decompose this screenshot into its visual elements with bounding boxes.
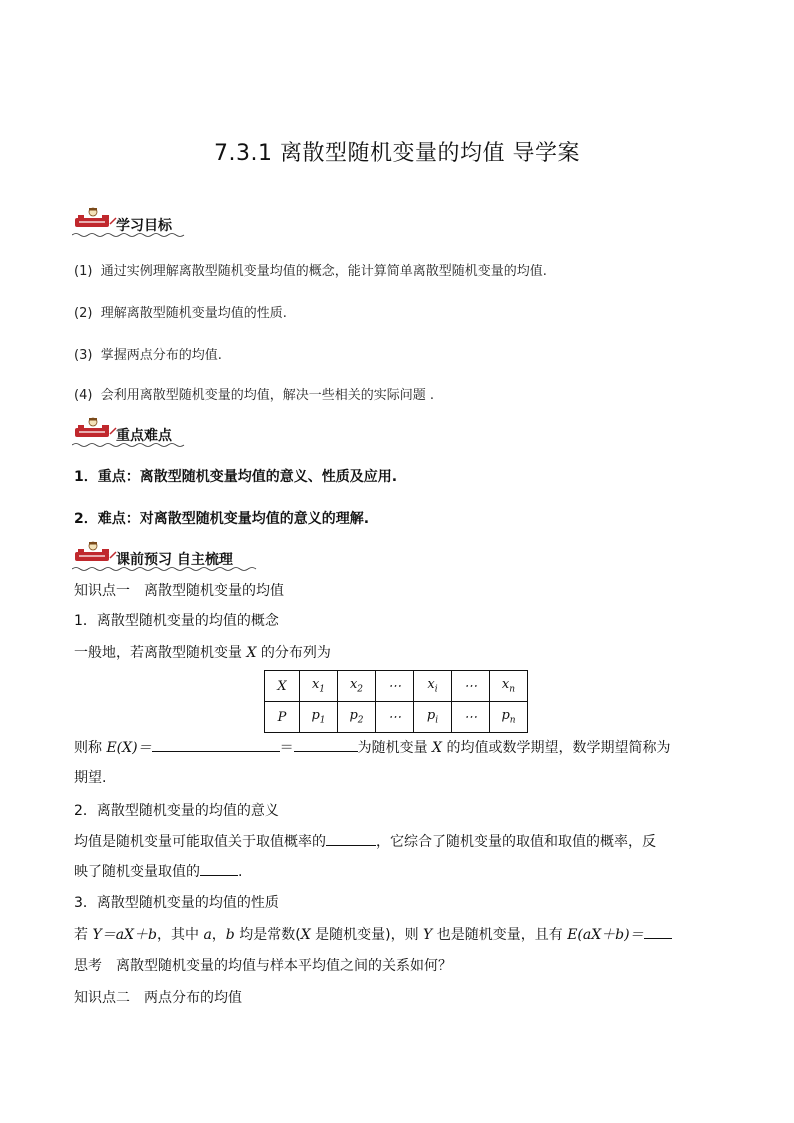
knowledge-heading-2: 知识点二 两点分布的均值 — [74, 990, 242, 1006]
fill-blank[interactable] — [200, 861, 238, 876]
goal-item: (1) 通过实例理解离散型随机变量均值的概念，能计算简单离散型随机变量的均值. — [74, 264, 547, 279]
table-cell: $x_2$ — [338, 671, 376, 702]
subheading-properties: 3．离散型随机变量的均值的性质 — [74, 895, 279, 911]
underline-wave-icon — [72, 442, 190, 448]
subheading-concept: 1．离散型随机变量的均值的概念 — [74, 613, 279, 629]
table-cell: ⋯ — [452, 671, 490, 702]
page-title: 7.3.1 离散型随机变量的均值 导学案 — [214, 141, 580, 166]
table-cell: ⋯ — [376, 671, 414, 702]
table-row — [265, 671, 528, 702]
think-question: 思考 离散型随机变量的均值与样本平均值之间的关系如何？ — [74, 958, 452, 974]
expectation-definition: 则称 E(X)＝ ＝ 为随机变量 X 的均值或数学期望，数学期望简称为 — [74, 737, 670, 757]
fill-blank[interactable] — [152, 737, 280, 752]
underline-wave-icon — [72, 566, 262, 572]
fill-blank[interactable] — [326, 831, 376, 846]
subheading-meaning: 2．离散型随机变量的均值的意义 — [74, 803, 279, 819]
table-cell: $p_i$ — [414, 702, 452, 733]
distribution-table — [264, 670, 528, 733]
section-heading: 重点难点 — [116, 428, 172, 444]
section-heading: 学习目标 — [116, 218, 172, 234]
distribution-intro: 一般地，若离散型随机变量 X 的分布列为 — [74, 645, 331, 661]
fill-blank[interactable] — [644, 924, 672, 939]
table-cell: ⋯ — [452, 702, 490, 733]
knowledge-heading-1: 知识点一 离散型随机变量的均值 — [74, 583, 284, 599]
table-cell: $x_1$ — [300, 671, 338, 702]
key-point: 1．重点：离散型随机变量均值的意义、性质及应用. — [74, 469, 398, 485]
table-cell: $p_n$ — [490, 702, 528, 733]
fill-blank[interactable] — [294, 737, 358, 752]
meaning-text-cont: 映了随机变量取值的 . — [74, 861, 242, 881]
table-cell: P — [265, 702, 300, 733]
table-cell: $x_i$ — [414, 671, 452, 702]
meaning-text: 均值是随机变量可能取值关于取值概率的 ，它综合了随机变量的取值和取值的概率，反 — [74, 831, 656, 851]
table-cell: X — [265, 671, 300, 702]
goal-item: (3) 掌握两点分布的均值. — [74, 348, 222, 363]
difficulty-point: 2．难点：对离散型随机变量均值的意义的理解. — [74, 511, 370, 527]
goal-item: (4) 会利用离散型随机变量的均值，解决一些相关的实际问题 . — [74, 388, 434, 403]
underline-wave-icon — [72, 232, 190, 238]
expectation-definition-cont: 期望. — [74, 770, 107, 786]
table-cell: $x_n$ — [490, 671, 528, 702]
goal-item: (2) 理解离散型随机变量均值的性质. — [74, 306, 287, 321]
table-cell: $p_2$ — [338, 702, 376, 733]
table-row — [265, 702, 528, 733]
table-cell: $p_1$ — [300, 702, 338, 733]
table-cell: ⋯ — [376, 702, 414, 733]
section-heading: 课前预习 自主梳理 — [116, 552, 233, 568]
properties-text: 若 Y＝aX＋b，其中 a，b 均是常数(X 是随机变量)，则 Y 也是随机变量，且有 E(aX＋b)＝ — [74, 924, 672, 944]
